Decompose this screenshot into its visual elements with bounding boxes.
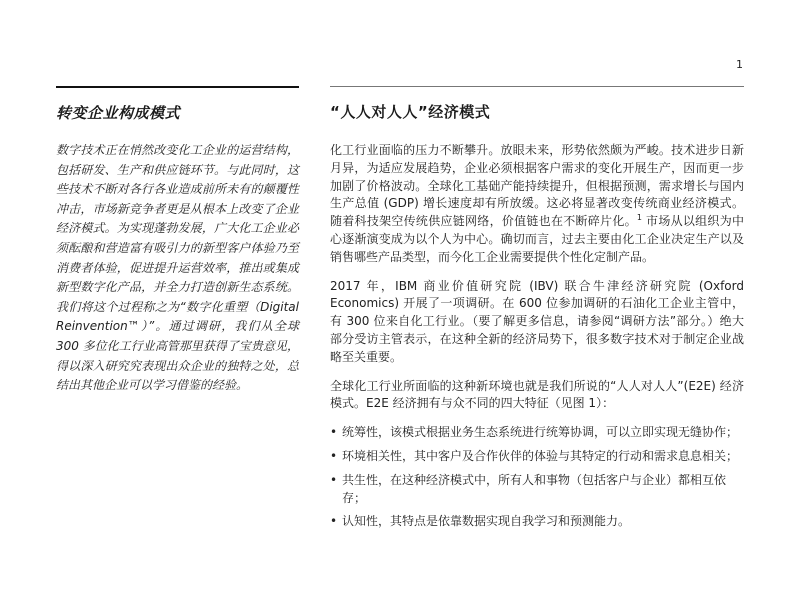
list-item-text: 共生性，在这种经济模式中，所有人和事物（包括客户与企业）都相互依存； [342,472,727,505]
left-column [56,86,299,396]
list-item [330,424,744,442]
left-section-body: 数字技术正在悄然改变化工企业的运营结构，包括研发、生产和供应链环节。与此同时，这些技术不断对各行各业造成前所未有的颠覆性冲击，市场新竞争者更是从根本上改变了企业经济模式。为实现蓬勃发展，广大化工企业必须酝酿和营造富有吸引力的新型客户体验乃至消费者体验，促进提升运营效率，推出或集成新型数字化产品，并全力打造创新生态系统。我们将这个过程称之为“数字化重塑（Digital Reinvention™）”。通过调研，我们从全球 300 多位化工行业高管那里获得了宝贵意见，得以深入研究究表现出众企业的独特之处，总结出其他企业可以学习借鉴的经验。 [56,143,299,393]
left-section-title: 转变企业构成模式 [56,104,181,122]
paragraph-1-text-b: 市场从以组织为中心逐渐演变成为以个人为中心。确切而言，过去主要由化工企业决定生产以及销售哪些产品类型，而今化工企业需要提供个性化定制产品。 [330,214,744,264]
right-section-title: “人人对人人”经济模式 [330,103,491,121]
paragraph-1 [330,142,744,267]
bullet-icon: • [330,425,338,440]
feature-list [330,424,744,531]
paragraph-1-text-a: 化工行业面临的压力不断攀升。放眼未来，形势依然颇为严峻。技术进步日新月异，为适应发展趋势，企业必须根据客户需求的变化开展生产，因而更一步加剧了价格波动。全球化工基础产能持续提升，但根据预测，需求增长与国内生产总值 (GDP) 增长速度却有所放缓。这必将显著改变传统商业经济模式。随着科技架空传统供应链网络，价值链也在不断碎片化。 [330,143,744,229]
right-top-rule [330,86,744,87]
list-item-text: 统筹性，该模式根据业务生态系统进行统筹协调，可以立即实现无缝协作； [342,425,739,440]
list-item-text: 环境相关性，其中客户及合作伙伴的体验与其特定的行动和需求息息相关； [342,448,739,463]
right-column [330,86,744,537]
list-item [330,472,744,508]
page-number: 1 [736,58,743,71]
list-item [330,448,744,466]
list-item [330,513,744,531]
paragraph-2: 2017 年，IBM 商业价值研究院 (IBV) 联合牛津经济研究院 (Oxford Economics) 开展了一项调研。在 600 位参加调研的石油化工企业主管中，有 300 位来自化工行业。（要了解更多信息，请参阅“调研方法”部分。）绝大部分受访主管表示，在这种全新的经济局势下，很多数字技术对于制定企业战略至关重要。 [330,278,744,364]
bullet-icon: • [330,472,338,487]
paragraph-3: 全球化工行业所面临的这种新环境也就是我们所说的“人人对人人”(E2E) 经济模式。E2E 经济拥有与众不同的四大特征（见图 1）： [330,378,744,411]
left-top-rule [56,86,299,88]
footnote-ref-1[interactable]: 1 [636,213,642,223]
list-item-text: 认知性，其特点是依靠数据实现自我学习和预测能力。 [342,514,631,529]
bullet-icon: • [330,514,338,529]
bullet-icon: • [330,448,338,463]
